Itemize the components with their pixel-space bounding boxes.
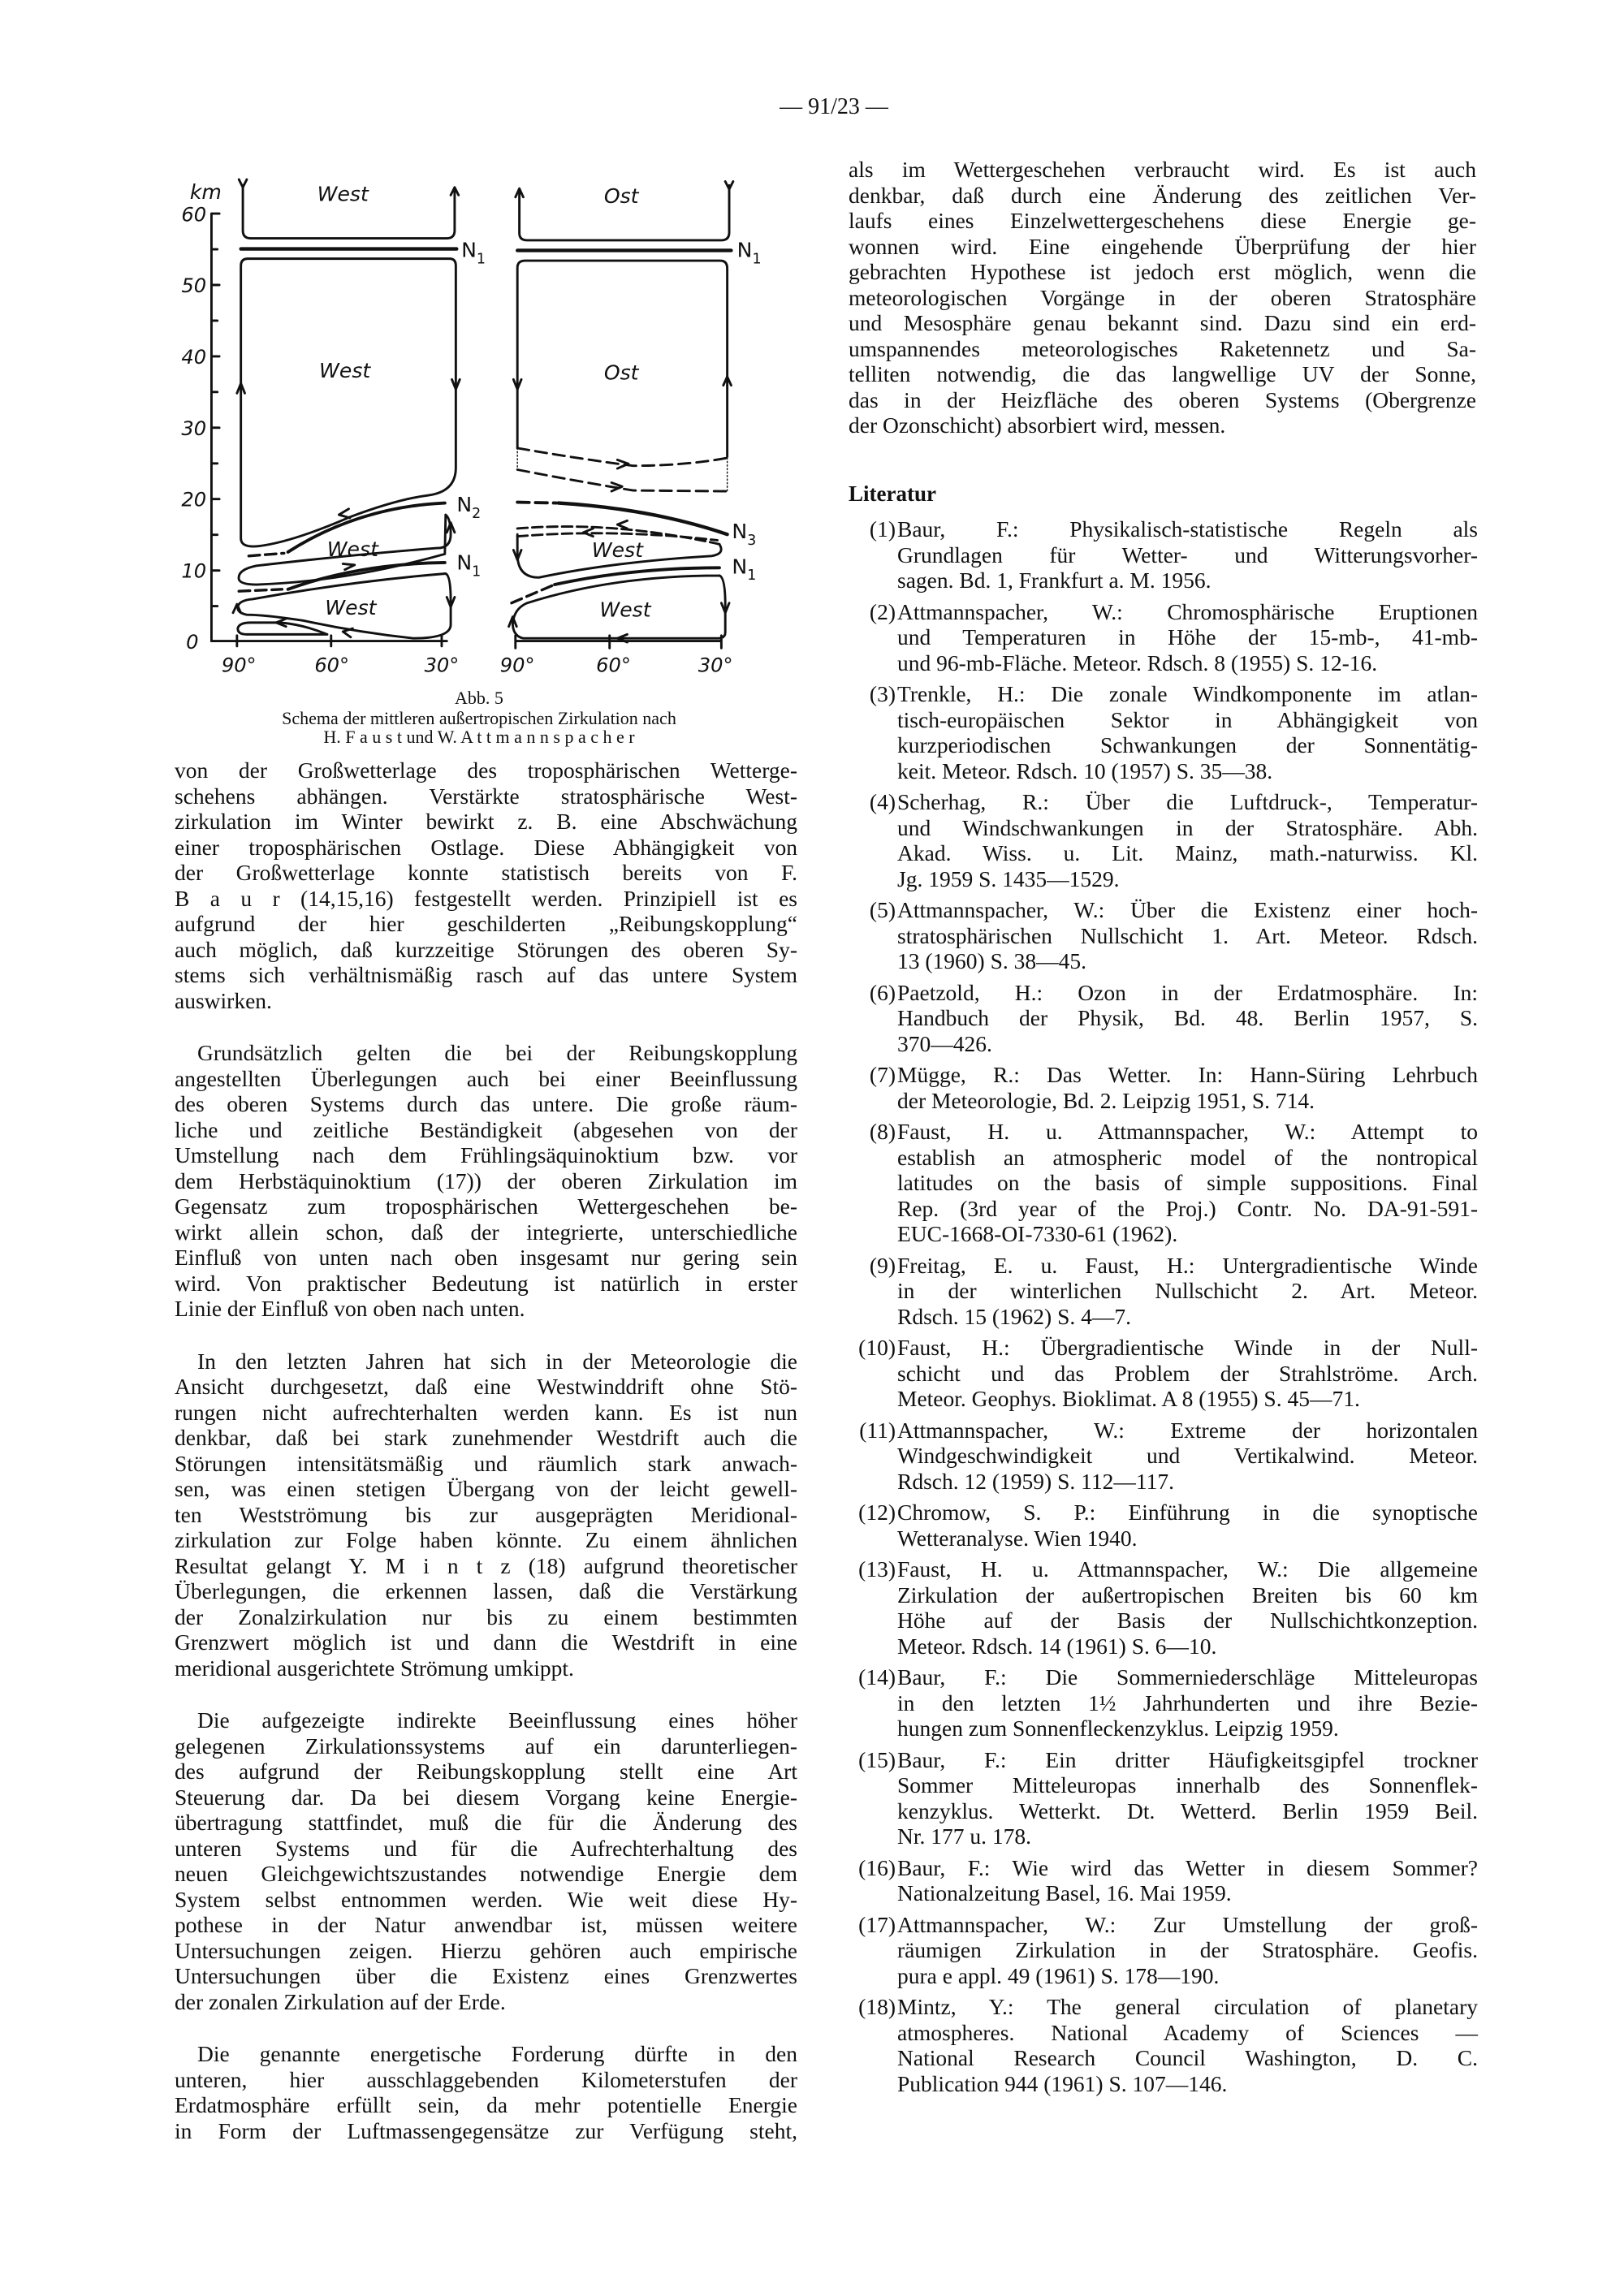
reference-number: (17) xyxy=(858,1911,896,1937)
text-line: Störungen intensitätsmäßig und räumlich stark anwach- xyxy=(175,1450,797,1476)
figure-circulation-schema xyxy=(162,146,812,747)
y-tick: 60 xyxy=(181,203,207,227)
figure-caption-line: H. F a u s t und W. A t t m a n n s p a c h e r xyxy=(323,727,635,747)
text-line: Rdsch. 12 (1959) S. 112—117. xyxy=(897,1468,1174,1494)
text-line: Sommer Mitteleuropas innerhalb des Sonnenflek- xyxy=(897,1772,1478,1798)
reference-text xyxy=(897,1062,1478,1113)
y-tick: 30 xyxy=(181,416,207,440)
text-line: laufs eines Einzelwettergeschehens diese Energie ge- xyxy=(849,208,1476,233)
y-tick: 0 xyxy=(186,631,199,654)
label-west-right-lower: West xyxy=(591,538,643,563)
text-line: tisch-europäischen Sektor in Abhängigkeit von xyxy=(897,706,1478,732)
label-west-top: West xyxy=(317,182,369,206)
reference-text xyxy=(897,1119,1478,1247)
text-line: der zonalen Zirkulation auf der Erde. xyxy=(175,1988,506,2014)
text-line: Untersuchungen über die Existenz eines Grenzwertes xyxy=(175,1963,797,1988)
paragraph xyxy=(175,1707,797,2014)
text-line: Nr. 177 u. 178. xyxy=(897,1823,1031,1849)
text-line: der Großwetterlage konnte statistisch bereits von F. xyxy=(175,860,797,885)
level-n1: $N_1$ xyxy=(732,555,757,585)
reference-text xyxy=(897,897,1478,974)
literature-heading: Literatur xyxy=(849,481,936,506)
reference-text xyxy=(897,599,1478,676)
text-line: Attmannspacher, W.: Chromosphärische Eruptionen xyxy=(897,598,1478,624)
text-line: Attmannspacher, W.: Über die Existenz einer hoch- xyxy=(897,897,1478,922)
text-line: pura e appl. 49 (1961) S. 178—190. xyxy=(897,1962,1220,1988)
figure-caption-line: Schema der mittleren außertropischen Zirkulation nach xyxy=(282,708,676,728)
reference-number: (7) xyxy=(869,1062,896,1087)
label-ost-middle: Ost xyxy=(603,360,639,385)
paragraph xyxy=(175,1040,797,1322)
text-line: Steuerung dar. Da bei diesem Vorgang keine Energie- xyxy=(175,1784,797,1810)
text-line: wonnen wird. Eine eingehende Überprüfung der hier xyxy=(849,233,1476,259)
label-west-right-bottom: West xyxy=(599,598,651,622)
text-line: Faust, H.: Übergradientische Winde in der Null- xyxy=(897,1335,1478,1360)
text-line: Linie der Einfluß von oben nach unten. xyxy=(175,1296,525,1321)
text-line: stems sich verhältnismäßig rasch auf das untere System xyxy=(175,962,797,987)
reference-item xyxy=(849,1418,1478,1495)
text-line: Die genannte energetische Forderung dürfte in den xyxy=(197,2041,797,2066)
text-line: der Ozonschicht) absorbiert wird, messen. xyxy=(849,412,1226,438)
text-line: hungen zum Sonnenfleckenzyklus. Leipzig 1959. xyxy=(897,1716,1339,1741)
paragraph xyxy=(175,757,797,1013)
text-line: rungen nicht aufrechterhalten werden kann. Es ist nun xyxy=(175,1399,797,1425)
reference-item xyxy=(849,1119,1478,1247)
text-line: und Mesosphäre genau bekannt sind. Dazu sind ein erd- xyxy=(849,310,1476,335)
reference-item xyxy=(849,1500,1478,1551)
reference-item xyxy=(849,1062,1478,1113)
text-line: Baur, F.: Wie wird das Wetter in diesem Sommer? xyxy=(897,1854,1478,1880)
x-tick-right: 90° xyxy=(499,654,535,677)
text-line: Mintz, Y.: The general circulation of planetary xyxy=(897,1994,1478,2019)
label-west-lower: West xyxy=(326,537,378,561)
text-line: zirkulation zur Folge haben könnte. Zu einem ähnlichen xyxy=(175,1527,797,1552)
reference-text xyxy=(897,1556,1478,1659)
text-line: In den letzten Jahren hat sich in der Meteorologie die xyxy=(197,1348,797,1374)
text-line: Publication 944 (1961) S. 107—146. xyxy=(897,2070,1228,2096)
reference-item xyxy=(849,980,1478,1057)
paragraph xyxy=(175,1349,797,1681)
text-line: Grundlagen für Wetter- und Witterungsvorher- xyxy=(897,542,1478,568)
text-line: telliten notwendig, die das langwellige UV der Sonne, xyxy=(849,361,1476,386)
text-line: auch möglich, daß kurzzeitige Störungen des oberen Sy- xyxy=(175,936,797,962)
reference-text xyxy=(897,516,1478,593)
reference-number: (8) xyxy=(869,1119,896,1144)
x-tick-left: 60° xyxy=(314,654,350,677)
reference-text xyxy=(897,980,1478,1057)
text-line: schicht und das Problem der Strahlströme. Arch. xyxy=(897,1360,1478,1386)
reference-number: (3) xyxy=(869,681,896,706)
reference-item xyxy=(849,897,1478,974)
right-dashed-flow-lower xyxy=(517,469,727,491)
right-n3 xyxy=(559,503,728,535)
text-line: Chromow, S. P.: Einführung in die synoptische xyxy=(897,1500,1478,1525)
x-tick-right: 60° xyxy=(596,654,631,677)
text-line: denkbar, daß bei stark zunehmender Westdrift auch die xyxy=(175,1425,797,1450)
text-line: Paetzold, H.: Ozon in der Erdatmosphäre. In: xyxy=(897,979,1478,1005)
text-line: Grenzwert möglich ist und dann die Westdrift in eine xyxy=(175,1629,797,1655)
text-line: 370—426. xyxy=(897,1030,992,1056)
text-line: von der Großwetterlage des troposphärischen Wetterge- xyxy=(175,757,797,783)
reference-item xyxy=(849,1747,1478,1849)
text-line: latitudes on the basis of simple suppositions. Final xyxy=(897,1170,1478,1195)
text-line: Nationalzeitung Basel, 16. Mai 1959. xyxy=(897,1880,1232,1905)
reference-number: (13) xyxy=(858,1556,896,1582)
reference-number: (2) xyxy=(869,598,896,624)
level-n2: $N_2$ xyxy=(456,493,482,522)
text-line: gebrachten Hypothese ist jedoch erst möglich, wenn die xyxy=(849,259,1476,284)
text-line: sagen. Bd. 1, Frankfurt a. M. 1956. xyxy=(897,568,1212,593)
text-line: schehens abhängen. Verstärkte stratosphärische West- xyxy=(175,783,797,809)
text-line: Rep. (3rd year of the Proj.) Contr. No. DA-91-591- xyxy=(897,1195,1478,1221)
reference-item xyxy=(849,599,1478,676)
text-line: räumigen Zirkulation in der Stratosphäre. Geofis. xyxy=(897,1937,1478,1962)
page-number: — 91/23 — xyxy=(780,94,888,119)
level-n3: $N_3$ xyxy=(732,520,757,549)
text-line: Baur, F.: Physikalisch-statistische Regeln als xyxy=(897,516,1478,542)
reference-text xyxy=(897,681,1478,783)
text-line: Akad. Wiss. u. Lit. Mainz, math.-naturwiss. Kl. xyxy=(897,840,1478,865)
reference-number: (5) xyxy=(869,897,896,922)
text-line: angestellten Überlegungen auch bei einer Beeinflussung xyxy=(175,1065,797,1091)
level-n1: $N_1$ xyxy=(736,238,762,268)
text-line: Windgeschwindigkeit und Vertikalwind. Meteor. xyxy=(897,1443,1478,1468)
text-line: der Meteorologie, Bd. 2. Leipzig 1951, S. 714. xyxy=(897,1087,1315,1113)
text-line: Attmannspacher, W.: Zur Umstellung der groß- xyxy=(897,1911,1478,1937)
reference-text xyxy=(897,1418,1478,1495)
text-line: Gegensatz zum troposphärischen Wettergeschehen be- xyxy=(175,1193,797,1219)
circulation-diagram xyxy=(162,146,812,747)
text-line: des oberen Systems durch das untere. Die große räum- xyxy=(175,1091,797,1116)
text-line: Höhe auf der Basis der Nullschichtkonzeption. xyxy=(897,1608,1478,1633)
text-line: in Form der Luftmassengegensätze zur Verfügung steht, xyxy=(175,2117,797,2143)
text-line: wird. Von praktischer Bedeutung ist natürlich in erster xyxy=(175,1270,797,1296)
text-line: Meteor. Rdsch. 14 (1961) S. 6—10. xyxy=(897,1633,1217,1659)
text-line: Faust, H. u. Attmannspacher, W.: Attempt to xyxy=(897,1119,1478,1144)
y-tick: 40 xyxy=(181,346,207,369)
text-line: und Temperaturen in Höhe der 15-mb-, 41-mb- xyxy=(897,624,1478,650)
text-line: System selbst entnommen werden. Wie weit diese Hy- xyxy=(175,1886,797,1912)
reference-number: (1) xyxy=(869,516,896,542)
reference-item xyxy=(849,681,1478,783)
reference-text xyxy=(897,1912,1478,1989)
reference-item xyxy=(849,1335,1478,1412)
text-line: der Zonalzirkulation nur bis zu einem bestimmten xyxy=(175,1603,797,1629)
text-line: das in der Heizfläche des oberen Systems (Obergrenze xyxy=(849,386,1476,412)
label-west-middle: West xyxy=(319,358,371,382)
text-line: Erdatmosphäre erfüllt sein, da mehr potentielle Energie xyxy=(175,2092,797,2117)
reference-text xyxy=(897,1664,1478,1741)
reference-number: (6) xyxy=(869,979,896,1005)
text-line: Faust, H. u. Attmannspacher, W.: Die allgemeine xyxy=(897,1556,1478,1582)
x-tick-right: 30° xyxy=(698,654,733,677)
text-line: Attmannspacher, W.: Extreme der horizontalen xyxy=(897,1417,1478,1443)
text-line: meridional ausgerichtete Strömung umkippt. xyxy=(175,1655,574,1681)
text-line: kenzyklus. Wetterkt. Dt. Wetterd. Berlin 1959 Beil. xyxy=(897,1798,1478,1823)
text-line: Überlegungen, die erkennen lassen, daß die Verstärkung xyxy=(175,1578,797,1603)
reference-item xyxy=(849,516,1478,593)
reference-item xyxy=(849,789,1478,891)
reference-number: (11) xyxy=(859,1417,896,1443)
label-ost-top: Ost xyxy=(603,184,639,209)
y-tick: 20 xyxy=(181,488,207,511)
y-axis-unit: km xyxy=(189,180,222,205)
reference-number: (15) xyxy=(858,1746,896,1772)
text-line: auswirken. xyxy=(175,987,272,1013)
text-line: denkbar, daß durch eine Änderung des zeitlichen Ver- xyxy=(849,182,1476,208)
text-line: wirkt allein schon, daß der integrierte, unterschiedliche xyxy=(175,1219,797,1245)
text-line: atmospheres. National Academy of Sciences — xyxy=(897,2019,1478,2045)
reference-number: (9) xyxy=(869,1252,896,1278)
text-line: Resultat gelangt Y. M i n t z (18) aufgrund theoretischer xyxy=(175,1552,797,1578)
text-line: neuen Gleichgewichtszustandes notwendige Energie dem xyxy=(175,1861,797,1886)
text-line: keit. Meteor. Rdsch. 10 (1957) S. 35—38. xyxy=(897,757,1273,783)
y-tick: 50 xyxy=(181,274,207,298)
text-line: Scherhag, R.: Über die Luftdruck-, Temperatur- xyxy=(897,789,1478,814)
text-line: Untersuchungen zeigen. Hierzu gehören auch empirische xyxy=(175,1937,797,1963)
text-line: in den letzten 1½ Jahrhunderten und ihre Bezie- xyxy=(897,1690,1478,1716)
reference-text xyxy=(897,1335,1478,1412)
right-text-column xyxy=(849,157,1476,438)
level-n1: $N_1$ xyxy=(456,550,482,580)
text-line: EUC-1668-OI-7330-61 (1962). xyxy=(897,1221,1178,1246)
text-line: als im Wettergeschehen verbraucht wird. Es ist auch xyxy=(849,157,1476,182)
text-line: B a u r (14,15,16) festgestellt werden. Prinzipiell ist es xyxy=(175,885,797,911)
text-line: einer troposphärischen Ostlage. Diese Abhängigkeit von xyxy=(175,834,797,860)
text-line: in der winterlichen Nullschicht 2. Art. Meteor. xyxy=(897,1278,1478,1303)
text-line: des aufgrund der Reibungskopplung stellt eine Art xyxy=(175,1759,797,1784)
figure-label: Abb. 5 xyxy=(455,688,503,708)
reference-item xyxy=(849,1912,1478,1989)
text-line: Trenkle, H.: Die zonale Windkomponente im atlan- xyxy=(897,681,1478,706)
reference-number: (4) xyxy=(869,789,896,814)
reference-number: (14) xyxy=(858,1664,896,1690)
reference-text xyxy=(897,1500,1478,1551)
text-line: Zirkulation der außertropischen Breiten bis 60 km xyxy=(897,1582,1478,1608)
text-line: Baur, F.: Ein dritter Häufigkeitsgipfel trockner xyxy=(897,1746,1478,1772)
text-line: unteren, hier ausschlaggebenden Kilometerstufen der xyxy=(175,2066,797,2092)
text-line: umspannendes meteorologisches Raketennetz und Sa- xyxy=(849,335,1476,361)
left-text-column xyxy=(175,757,797,2170)
reference-text xyxy=(897,1253,1478,1330)
text-line: Handbuch der Physik, Bd. 48. Berlin 1957, S. xyxy=(897,1005,1478,1030)
text-line: Meteor. Geophys. Bioklimat. A 8 (1955) S. 45—71. xyxy=(897,1386,1360,1411)
text-line: kurzperiodischen Schwankungen der Sonnentätig- xyxy=(897,732,1478,757)
y-axis-ticks xyxy=(211,249,219,606)
text-line: establish an atmospheric model of the nontropical xyxy=(897,1144,1478,1170)
label-west-bottom: West xyxy=(325,596,377,620)
text-line: Einfluß von unten nach oben insgesamt nur gering sein xyxy=(175,1245,797,1270)
text-line: liche und zeitliche Beständigkeit (abgesehen von der xyxy=(175,1116,797,1142)
reference-number: (12) xyxy=(858,1500,896,1525)
reference-text xyxy=(897,1994,1478,2096)
reference-text xyxy=(897,1747,1478,1849)
x-tick-left: 30° xyxy=(424,654,460,677)
text-line: und Windschwankungen in der Stratosphäre. Abh. xyxy=(897,814,1478,840)
level-n1: $N_1$ xyxy=(461,238,486,268)
text-line: 13 (1960) S. 38—45. xyxy=(897,948,1086,973)
text-line: aufgrund der hier geschilderten „Reibungskopplung“ xyxy=(175,911,797,936)
reference-item xyxy=(849,1556,1478,1659)
reference-item xyxy=(849,1994,1478,2096)
reference-number: (18) xyxy=(858,1994,896,2019)
text-line: zirkulation im Winter bewirkt z. B. eine Abschwächung xyxy=(175,809,797,834)
reference-number: (16) xyxy=(858,1854,896,1880)
text-line: Ansicht durchgesetzt, daß eine Westwinddrift ohne Stö- xyxy=(175,1374,797,1399)
reference-item xyxy=(849,1664,1478,1741)
reference-list xyxy=(849,516,1478,2102)
text-line: Umstellung nach dem Frühlingsäquinoktium bzw. vor xyxy=(175,1142,797,1167)
text-line: Freitag, E. u. Faust, H.: Untergradientische Winde xyxy=(897,1252,1478,1278)
text-line: Mügge, R.: Das Wetter. In: Hann-Süring Lehrbuch xyxy=(897,1062,1478,1087)
paragraph xyxy=(175,2041,797,2143)
x-tick-left: 90° xyxy=(221,654,257,677)
reference-text xyxy=(897,1855,1478,1906)
reference-item xyxy=(849,1253,1478,1330)
text-line: ten Westströmung bis zur ausgeprägten Meridional- xyxy=(175,1501,797,1527)
text-line: National Research Council Washington, D. C. xyxy=(897,2045,1478,2070)
text-line: sen, was einen stetigen Übergang von der leicht gewell- xyxy=(175,1476,797,1501)
reference-number: (10) xyxy=(858,1335,896,1360)
text-line: gelegenen Zirkulationssystems auf ein darunterliegen- xyxy=(175,1733,797,1759)
reference-text xyxy=(897,789,1478,891)
text-line: Baur, F.: Die Sommerniederschläge Mitteleuropas xyxy=(897,1664,1478,1690)
text-line: Jg. 1959 S. 1435—1529. xyxy=(897,865,1120,891)
text-line: unteren Systems und für die Aufrechterhaltung des xyxy=(175,1835,797,1861)
text-line: und 96-mb-Fläche. Meteor. Rdsch. 8 (1955) S. 12-16. xyxy=(897,650,1378,675)
text-line: Die aufgezeigte indirekte Beeinflussung eines höher xyxy=(197,1707,797,1733)
right-dashed-flow-upper xyxy=(517,448,727,466)
text-line: dem Herbstäquinoktium (17)) der oberen Zirkulation im xyxy=(175,1167,797,1193)
text-line: pothese in der Natur anwendbar ist, müssen weitere xyxy=(175,1912,797,1937)
right-ost-cell xyxy=(517,261,727,457)
text-line: Wetteranalyse. Wien 1940. xyxy=(897,1525,1138,1551)
text-line: übertragung stattfindet, muß die für die Änderung des xyxy=(175,1810,797,1835)
text-line: Grundsätzlich gelten die bei der Reibungskopplung xyxy=(197,1040,797,1065)
text-line: stratosphärischen Nullschicht 1. Art. Meteor. Rdsch. xyxy=(897,922,1478,948)
text-line: Rdsch. 15 (1962) S. 4—7. xyxy=(897,1303,1131,1329)
text-line: meteorologischen Vorgänge in der oberen Stratosphäre xyxy=(849,284,1476,310)
y-tick: 10 xyxy=(181,559,207,583)
reference-item xyxy=(849,1855,1478,1906)
